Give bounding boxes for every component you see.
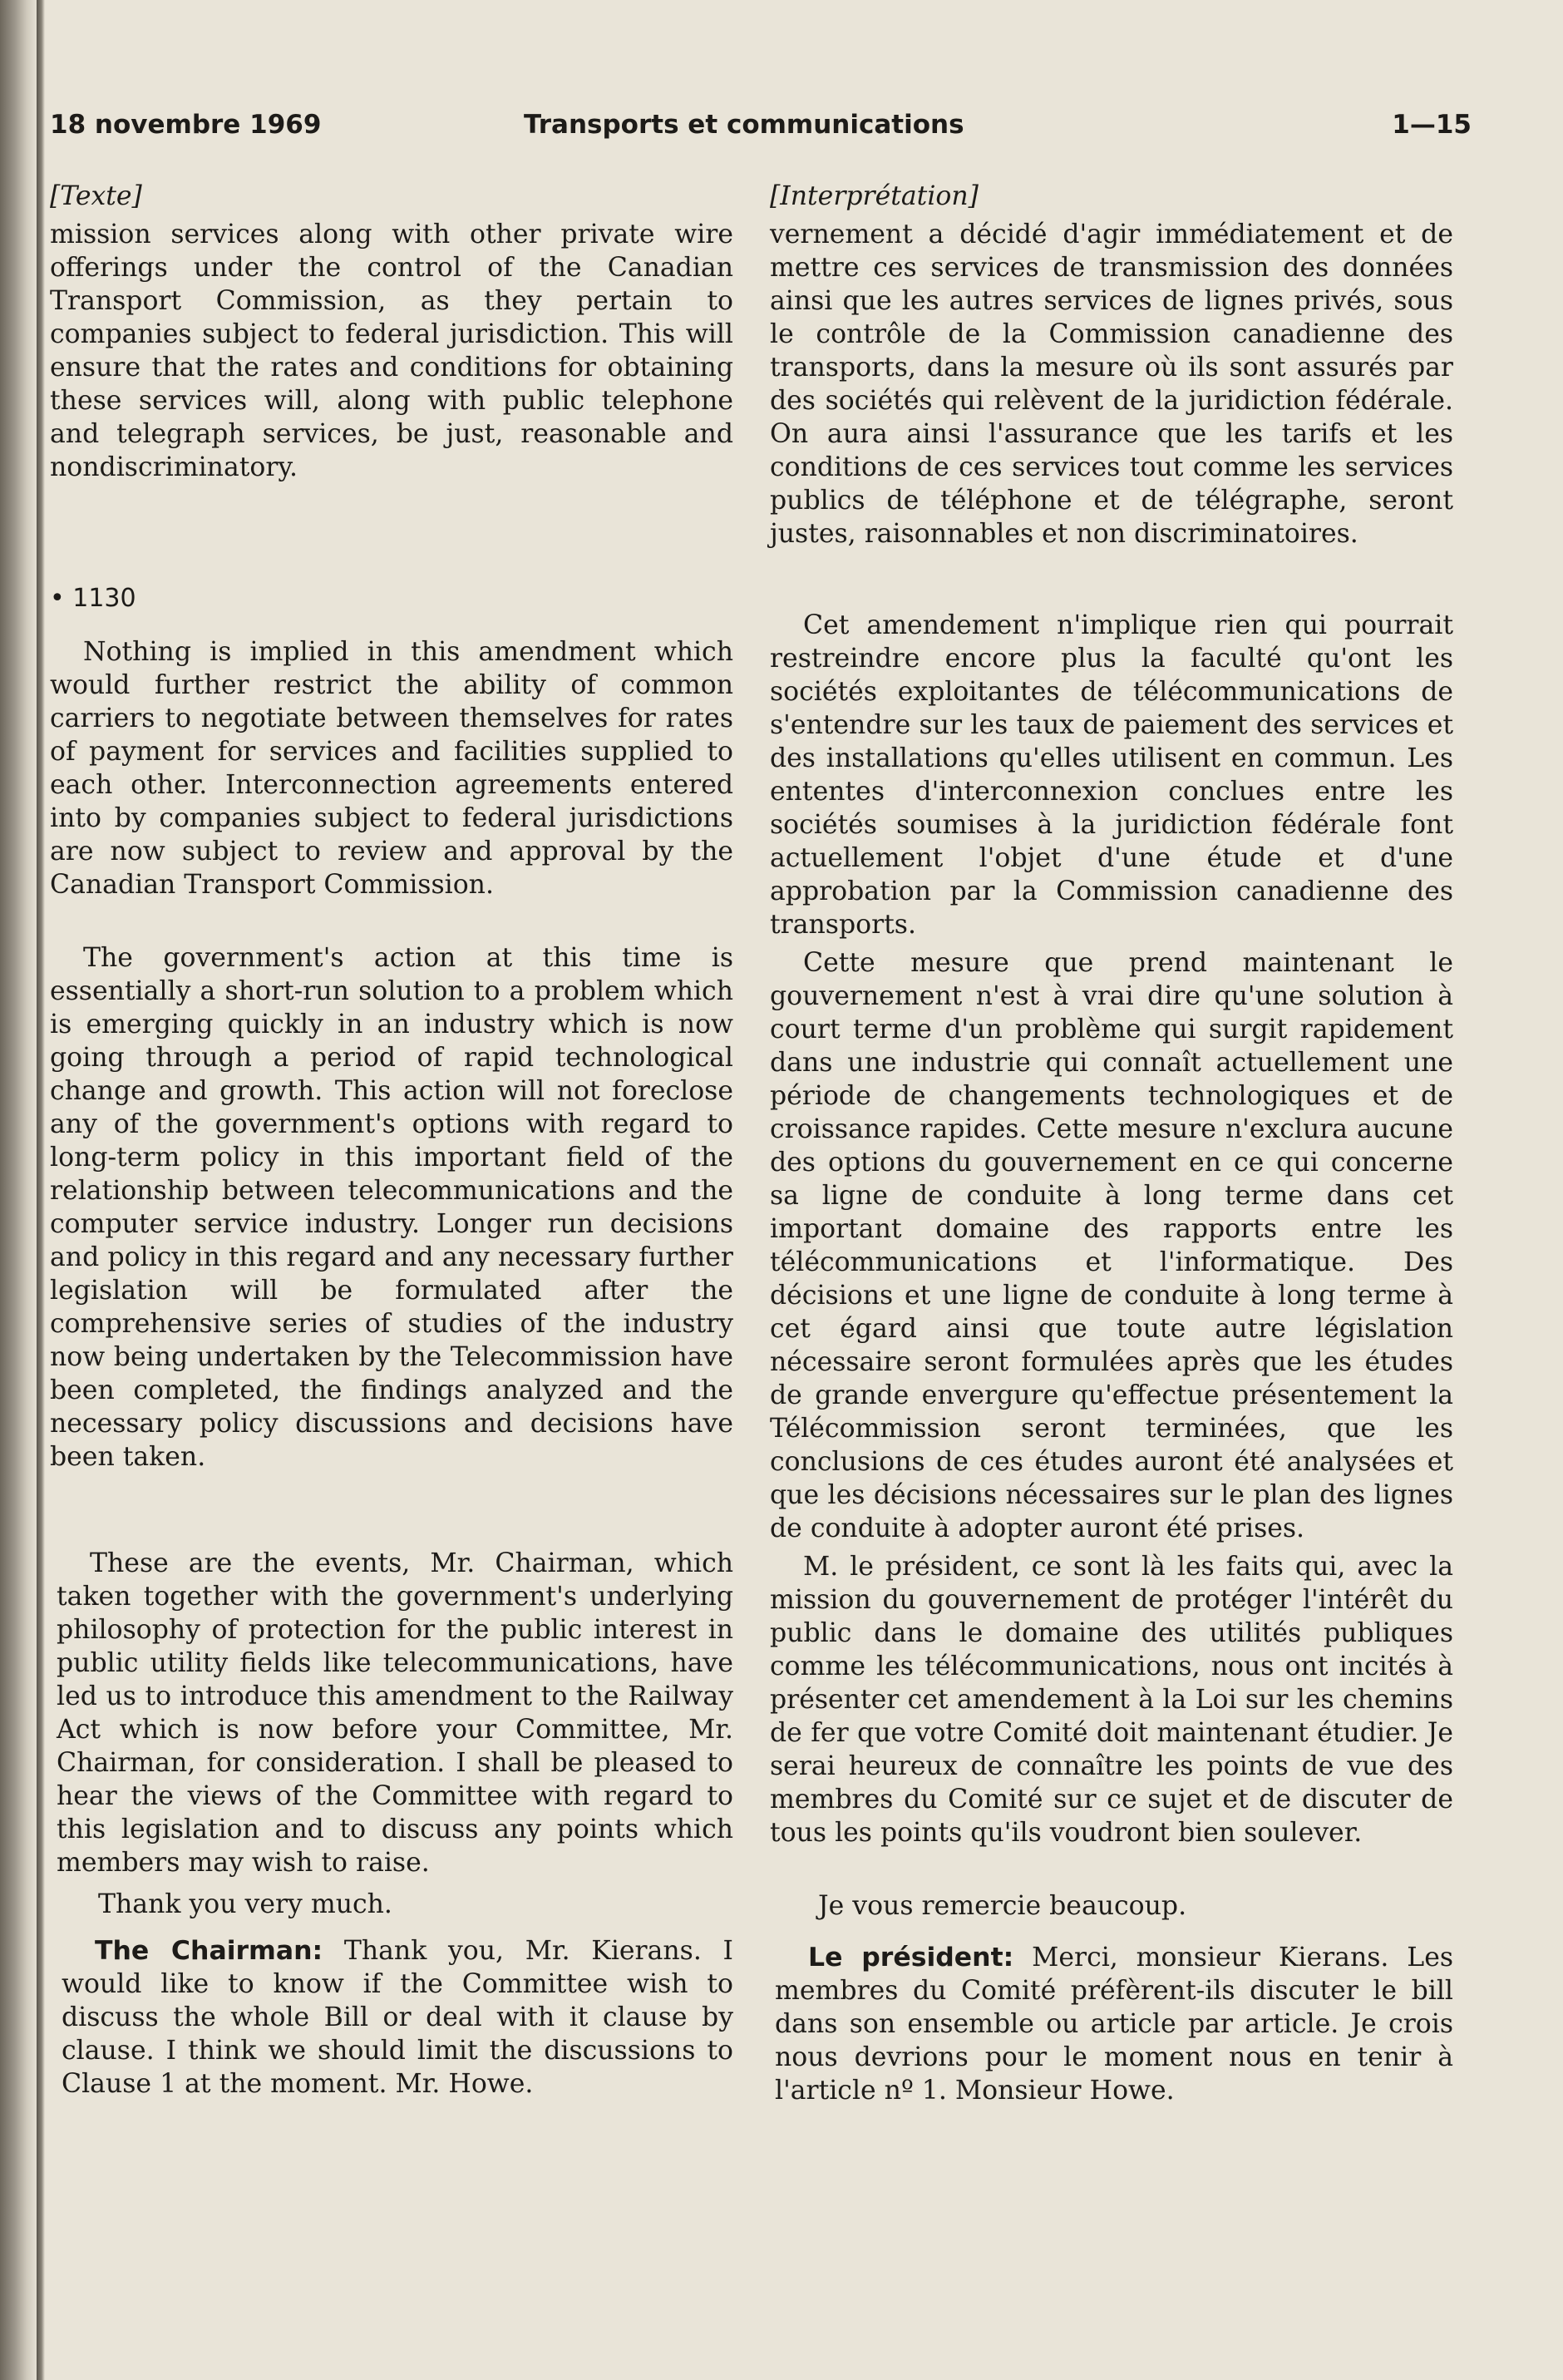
- en-paragraph-6: Thank you, Mr. Kierans. I would like to know if the Committee wish to discuss the whole Bill or deal with it clause by clause. I think we should limit the discussions to Clause 1 at the moment. Mr. Howe.: [62, 1936, 733, 2099]
- en-paragraph-1: mission services along with other private wire offerings under the control of the Canadian Transport Commission, as they pertain to companies subject to federal jurisdiction. This will ensure that the rates and conditions for obtaining these services will, along with public telephone and telegraph services, be just, reasonable and nondiscriminatory.: [50, 220, 733, 482]
- header-date: 18 novembre 1969: [50, 110, 322, 140]
- document-page: [50, 0, 1530, 2380]
- time-marker: • 1130: [50, 584, 136, 613]
- french-column: [770, 180, 1453, 2292]
- en-speaker: The Chairman:: [95, 1936, 323, 1966]
- interpretation-label: [Interprétation]: [770, 181, 979, 211]
- binding-edge: [37, 0, 45, 2380]
- fr-paragraph-1: vernement a décidé d'agir immédiatement et de mettre ces services de transmission des données ainsi que les autres services de lignes privés, sous le contrôle de la Commission canadienne des transports, dans la mesure où ils sont assurés par des sociétés qui relèvent de la juridiction fédérale. On aura ainsi l'assurance que les tarifs et les conditions de ces services tout comme les services publics de téléphone et de télégraphe, seront justes, raisonnables et non discriminatoires.: [770, 220, 1453, 549]
- en-paragraph-3: The government's action at this time is essentially a short-run solution to a problem which is emerging quickly in an industry which is now going through a period of rapid technological change and growth. This action will not foreclose any of the government's options with regard to long-term policy in this important field of the relationship between telecommunications and the computer service industry. Longer run decisions and policy in this regard and any necessary further legislation will be formulated after the comprehensive series of studies of the industry now being undertaken by the Telecommission have been completed, the findings analyzed and the necessary policy discussions and decisions have been taken.: [50, 943, 733, 1472]
- running-head: [50, 110, 1472, 146]
- en-paragraph-4: These are the events, Mr. Chairman, which taken together with the government's underlying philosophy of protection for the public interest in public utility fields like telecommunications, have led us to introduce this amendment to the Railway Act which is now before your Committee, Mr. Chairman, for consideration. I shall be pleased to hear the views of the Committee with regard to this legislation and to discuss any points which members may wish to raise.: [57, 1548, 733, 1878]
- fr-thanks: Je vous remercie beaucoup.: [818, 1891, 1187, 1921]
- english-column: [50, 180, 733, 2292]
- fr-paragraph-6: Merci, monsieur Kierans. Les membres du Comité préfèrent-ils discuter le bill dans son ensemble ou article par article. Je crois nous devrions pour le moment nous en tenir à l'article nº 1. Monsieur Howe.: [775, 1943, 1454, 2106]
- fr-paragraph-3: Cette mesure que prend maintenant le gouvernement n'est à vrai dire qu'une solution à court terme d'un problème qui surgit rapidement dans une industrie qui connaît actuellement une période de changements technologiques et de croissance rapides. Cette mesure n'exclura aucune des options du gouvernement en ce qui concerne sa ligne de conduite à long terme dans cet important domaine des rapports entre les télécommunications et l'informatique. Des décisions et une ligne de conduite à long terme à cet égard ainsi que toute autre législation nécessaire seront formulées après que les études de grande envergure qu'effectue présentement la Télécommission seront terminées, que les conclusions de ces études auront été analysées et que les décisions nécessaires sur le plan des lignes de conduite à adopter auront été prises.: [770, 948, 1453, 1543]
- binding-gutter: [0, 0, 38, 2380]
- en-thanks: Thank you very much.: [98, 1889, 392, 1919]
- text-label: [Texte]: [50, 181, 142, 211]
- fr-speaker: Le président:: [808, 1943, 1014, 1973]
- fr-paragraph-4: M. le président, ce sont là les faits qui, avec la mission du gouvernement de protéger l'intérêt du public dans le domaine des utilités publiques comme les télécommunications, nous ont incités à présenter cet amendement à la Loi sur les chemins de fer que votre Comité doit maintenant étudier. Je serai heureux de connaître les points de vue des membres du Comité sur ce sujet et de discuter de tous les points qu'ils voudront bien soulever.: [770, 1552, 1453, 1848]
- page-number: 1—15: [1392, 110, 1472, 140]
- en-paragraph-2: Nothing is implied in this amendment which would further restrict the ability of common carriers to negotiate between themselves for rates of payment for services and facilities supplied to each other. Interconnection agreements entered into by companies subject to federal jurisdictions are now subject to review and approval by the Canadian Transport Commission.: [50, 637, 733, 900]
- fr-paragraph-2: Cet amendement n'implique rien qui pourrait restreindre encore plus la faculté qu'ont les sociétés exploitantes de télécommunications de s'entendre sur les taux de paiement des services et des installations qu'elles utilisent en commun. Les ententes d'interconnexion conclues entre les sociétés soumises à la juridiction fédérale font actuellement l'objet d'une étude et d'une approbation par la Commission canadienne des transports.: [770, 610, 1453, 940]
- header-title: Transports et communications: [524, 110, 964, 140]
